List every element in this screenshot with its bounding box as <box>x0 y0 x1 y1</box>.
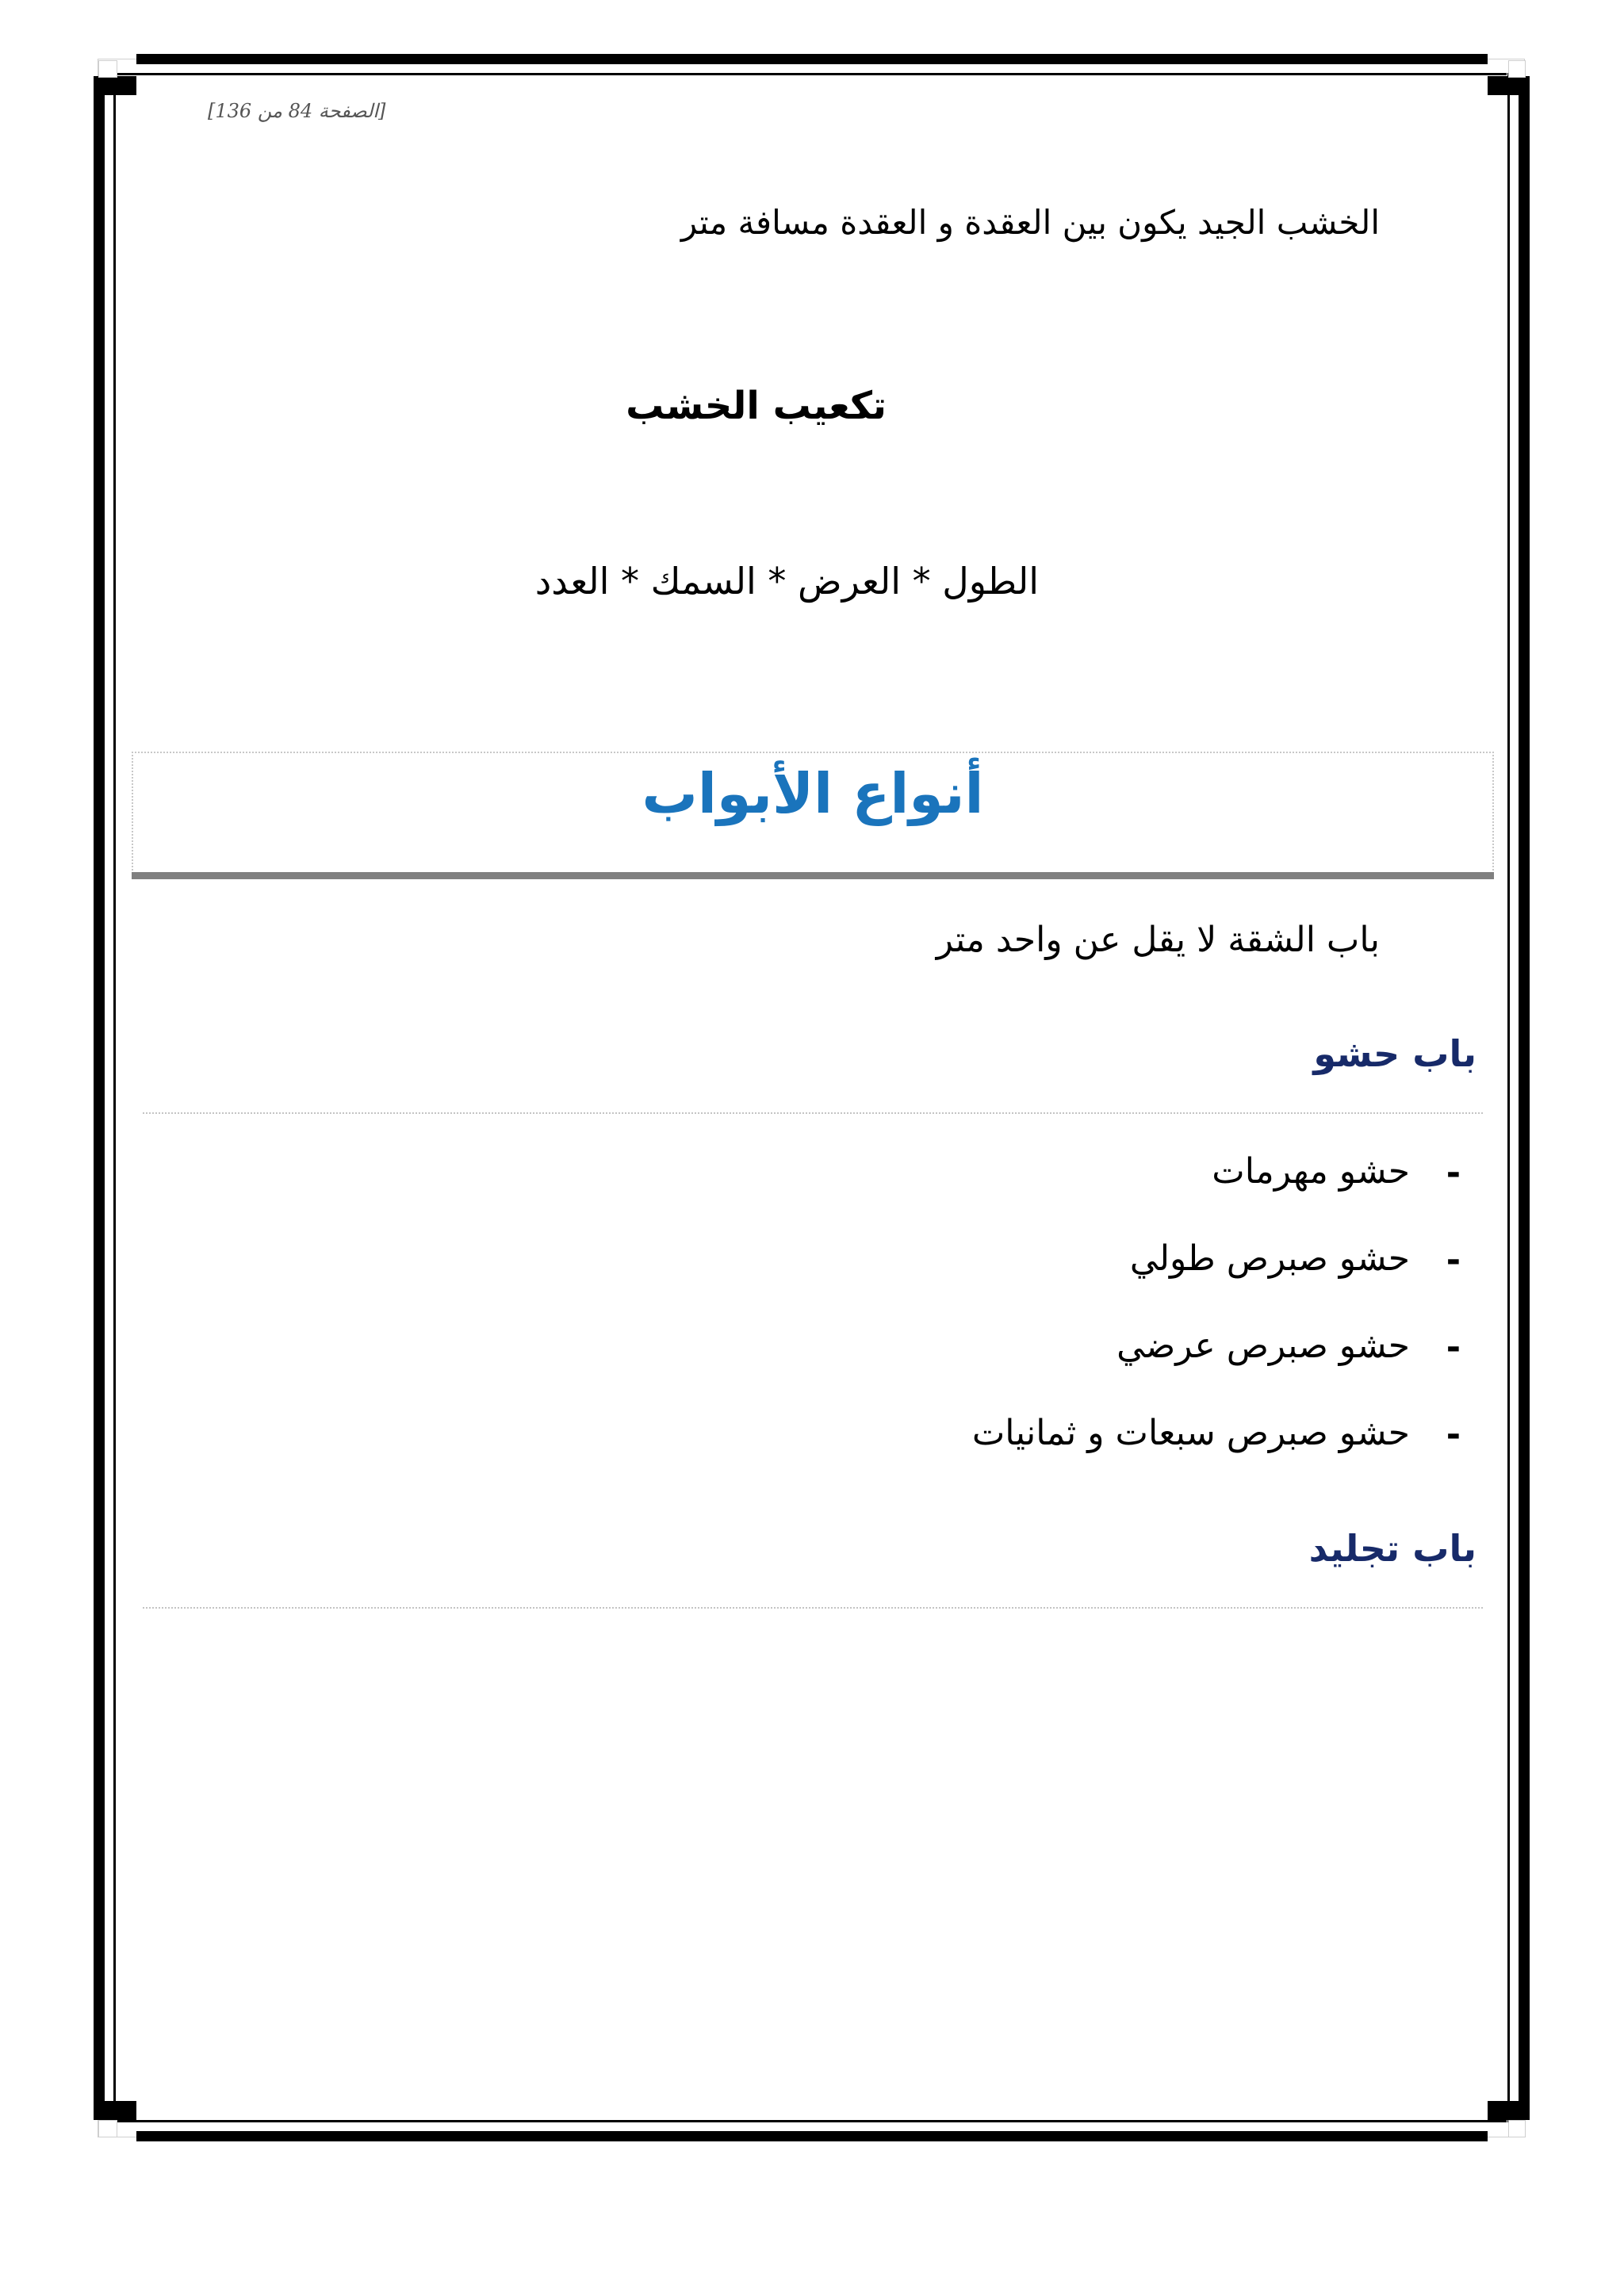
section-title-door-types: أنواع الأبواب <box>642 761 984 826</box>
page-border-right <box>1519 95 1530 2101</box>
page-border-bottom-inner <box>117 2120 1507 2122</box>
formula-line: الطول * العرض * السمك * العدد <box>534 560 1039 603</box>
section-title-rule <box>132 872 1494 879</box>
corner-bottom-left <box>94 2101 136 2120</box>
list-item: حشو مهرمات <box>1212 1151 1410 1192</box>
page-border-top-inner <box>117 73 1507 75</box>
page-border-top <box>136 54 1488 64</box>
page-border-left <box>94 95 105 2101</box>
corner-top-right <box>1488 76 1530 95</box>
sub-heading-cladding-door: باب تجليد <box>1308 1527 1477 1570</box>
corner-bottom-right <box>1488 2101 1530 2120</box>
page-number-note: [الصفحة 84 من 136] <box>208 100 386 122</box>
list-item: حشو صبرص عرضي <box>1116 1326 1410 1366</box>
page-border-outline <box>98 59 1525 2137</box>
sub-heading-panel-door: باب حشو <box>1313 1032 1477 1075</box>
page-border-left-inner <box>113 73 116 2122</box>
list-item: حشو صبرص سبعات و ثمانيات <box>971 1413 1410 1453</box>
paragraph-apartment-door: باب الشقة لا يقل عن واحد متر <box>936 920 1380 960</box>
list-dash: - <box>1446 1414 1461 1455</box>
corner-top-left <box>94 76 136 95</box>
page-border-right-inner <box>1507 73 1510 2122</box>
paragraph-wood-knots: الخشب الجيد يكون بين العقدة و العقدة مسافة متر <box>680 203 1380 242</box>
list-dash: - <box>1446 1240 1461 1280</box>
sub-heading-rule <box>143 1112 1483 1114</box>
page-border-bottom <box>136 2131 1488 2141</box>
corner-top-left-box <box>98 60 117 78</box>
list-dash: - <box>1446 1327 1461 1368</box>
corner-top-right-box <box>1508 60 1526 78</box>
corner-bottom-left-box <box>98 2120 117 2137</box>
sub-heading-rule <box>143 1607 1483 1609</box>
list-dash: - <box>1446 1153 1461 1193</box>
heading-wood-cubing: تكعيب الخشب <box>626 384 887 428</box>
list-item: حشو صبرص طولي <box>1129 1238 1410 1279</box>
corner-bottom-right-box <box>1508 2120 1526 2137</box>
